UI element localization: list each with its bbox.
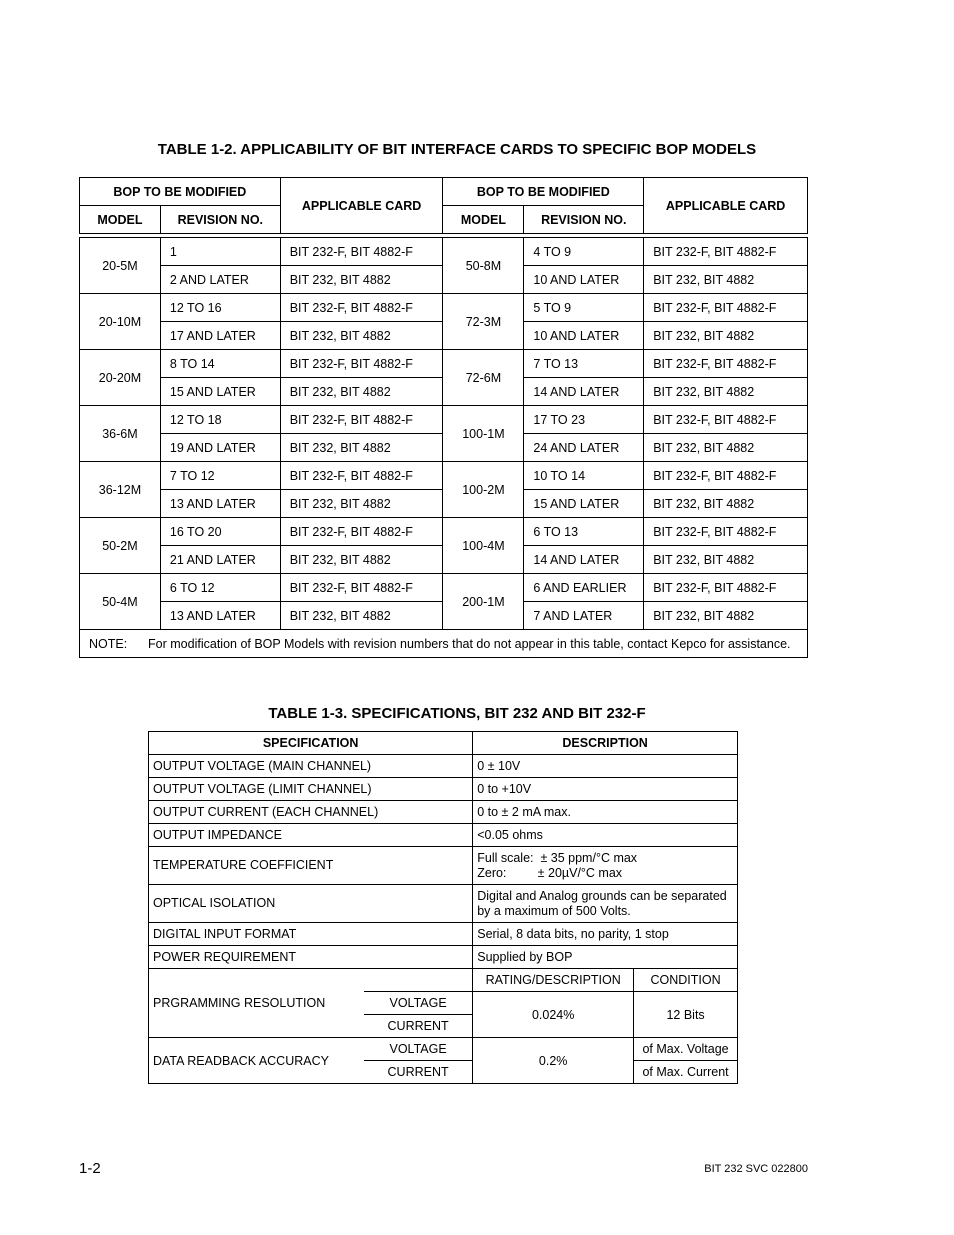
card-cell-right: BIT 232, BIT 4882 xyxy=(644,546,808,574)
header-specification: SPECIFICATION xyxy=(149,732,473,755)
spec-name: POWER REQUIREMENT xyxy=(149,946,473,969)
card-cell-right: BIT 232, BIT 4882 xyxy=(644,434,808,462)
revision-cell-left: 19 AND LATER xyxy=(160,434,280,462)
table-note xyxy=(80,630,808,658)
model-cell-left: 20-10M xyxy=(80,294,161,350)
table-row xyxy=(80,462,808,490)
card-cell-left: BIT 232, BIT 4882 xyxy=(280,266,443,294)
table-row xyxy=(80,406,808,434)
table-row xyxy=(80,518,808,546)
optical-line-1: Digital and Analog grounds can be separated xyxy=(477,888,727,903)
revision-cell-left: 16 TO 20 xyxy=(160,518,280,546)
header-bop-to-be-modified-left: BOP TO BE MODIFIED xyxy=(80,178,281,206)
programming-condition: 12 Bits xyxy=(634,992,738,1038)
revision-cell-right: 14 AND LATER xyxy=(524,546,644,574)
readback-rating: 0.2% xyxy=(473,1038,634,1084)
applicability-table-body xyxy=(80,238,808,630)
model-cell-left: 20-5M xyxy=(80,238,161,294)
revision-cell-left: 2 AND LATER xyxy=(160,266,280,294)
revision-cell-left: 12 TO 18 xyxy=(160,406,280,434)
card-cell-left: BIT 232-F, BIT 4882-F xyxy=(280,518,443,546)
spec-row xyxy=(149,801,738,824)
revision-cell-right: 14 AND LATER xyxy=(524,378,644,406)
specifications-table xyxy=(148,731,738,1084)
revision-cell-left: 13 AND LATER xyxy=(160,602,280,630)
card-cell-right: BIT 232, BIT 4882 xyxy=(644,490,808,518)
spec-row xyxy=(149,755,738,778)
revision-cell-left: 6 TO 12 xyxy=(160,574,280,602)
card-cell-right: BIT 232-F, BIT 4882-F xyxy=(644,518,808,546)
revision-cell-left: 21 AND LATER xyxy=(160,546,280,574)
card-cell-left: BIT 232, BIT 4882 xyxy=(280,490,443,518)
applicability-table xyxy=(79,177,808,658)
spec-row xyxy=(149,824,738,847)
spec-description xyxy=(473,847,738,885)
card-cell-right: BIT 232-F, BIT 4882-F xyxy=(644,462,808,490)
card-cell-left: BIT 232-F, BIT 4882-F xyxy=(280,462,443,490)
document-id: BIT 232 SVC 022800 xyxy=(704,1163,808,1175)
readback-current-label: CURRENT xyxy=(364,1061,473,1084)
revision-cell-right: 5 TO 9 xyxy=(524,294,644,322)
table-row xyxy=(80,350,808,378)
card-cell-right: BIT 232, BIT 4882 xyxy=(644,266,808,294)
card-cell-left: BIT 232-F, BIT 4882-F xyxy=(280,406,443,434)
model-cell-right: 50-8M xyxy=(443,238,524,294)
table-row xyxy=(80,238,808,266)
table-1-3-title: TABLE 1-3. SPECIFICATIONS, BIT 232 AND BIT 232-F xyxy=(268,705,646,722)
model-cell-right: 72-3M xyxy=(443,294,524,350)
programming-voltage-label: VOLTAGE xyxy=(364,992,473,1015)
revision-cell-right: 15 AND LATER xyxy=(524,490,644,518)
card-cell-left: BIT 232, BIT 4882 xyxy=(280,434,443,462)
programming-current-label: CURRENT xyxy=(364,1015,473,1038)
card-cell-left: BIT 232-F, BIT 4882-F xyxy=(280,294,443,322)
readback-condition-voltage: of Max. Voltage xyxy=(634,1038,738,1061)
revision-cell-left: 15 AND LATER xyxy=(160,378,280,406)
revision-cell-left: 8 TO 14 xyxy=(160,350,280,378)
card-cell-right: BIT 232, BIT 4882 xyxy=(644,602,808,630)
data-readback-accuracy-label: DATA READBACK ACCURACY xyxy=(149,1038,364,1084)
readback-voltage-label: VOLTAGE xyxy=(364,1038,473,1061)
header-bop-to-be-modified-right: BOP TO BE MODIFIED xyxy=(443,178,644,206)
table-row xyxy=(80,294,808,322)
model-cell-left: 36-12M xyxy=(80,462,161,518)
spec-row xyxy=(149,946,738,969)
spec-name: OUTPUT VOLTAGE (LIMIT CHANNEL) xyxy=(149,778,473,801)
programming-resolution-label: PRGRAMMING RESOLUTION xyxy=(149,969,364,1038)
spec-description: 0 to ± 2 mA max. xyxy=(473,801,738,824)
revision-cell-right: 6 AND EARLIER xyxy=(524,574,644,602)
revision-cell-right: 7 AND LATER xyxy=(524,602,644,630)
spec-name: OPTICAL ISOLATION xyxy=(149,885,473,923)
card-cell-right: BIT 232, BIT 4882 xyxy=(644,378,808,406)
model-cell-left: 20-20M xyxy=(80,350,161,406)
card-cell-left: BIT 232, BIT 4882 xyxy=(280,322,443,350)
model-cell-right: 200-1M xyxy=(443,574,524,630)
spec-name: OUTPUT CURRENT (EACH CHANNEL) xyxy=(149,801,473,824)
revision-cell-right: 10 TO 14 xyxy=(524,462,644,490)
revision-cell-right: 7 TO 13 xyxy=(524,350,644,378)
revision-cell-right: 4 TO 9 xyxy=(524,238,644,266)
model-cell-right: 100-4M xyxy=(443,518,524,574)
model-cell-right: 72-6M xyxy=(443,350,524,406)
table-row xyxy=(80,574,808,602)
empty-cell xyxy=(364,969,473,992)
revision-cell-right: 10 AND LATER xyxy=(524,322,644,350)
optical-line-2: by a maximum of 500 Volts. xyxy=(477,903,631,918)
revision-cell-right: 24 AND LATER xyxy=(524,434,644,462)
card-cell-left: BIT 232-F, BIT 4882-F xyxy=(280,350,443,378)
model-cell-right: 100-2M xyxy=(443,462,524,518)
revision-cell-right: 6 TO 13 xyxy=(524,518,644,546)
subheader-rating: RATING/DESCRIPTION xyxy=(473,969,634,992)
card-cell-left: BIT 232-F, BIT 4882-F xyxy=(280,238,443,266)
card-cell-left: BIT 232, BIT 4882 xyxy=(280,602,443,630)
spec-description: <0.05 ohms xyxy=(473,824,738,847)
spec-description: Serial, 8 data bits, no parity, 1 stop xyxy=(473,923,738,946)
card-cell-right: BIT 232-F, BIT 4882-F xyxy=(644,350,808,378)
revision-cell-right: 10 AND LATER xyxy=(524,266,644,294)
card-cell-right: BIT 232-F, BIT 4882-F xyxy=(644,294,808,322)
spec-name: OUTPUT IMPEDANCE xyxy=(149,824,473,847)
spec-name: TEMPERATURE COEFFICIENT xyxy=(149,847,473,885)
model-cell-left: 36-6M xyxy=(80,406,161,462)
spec-name: DIGITAL INPUT FORMAT xyxy=(149,923,473,946)
revision-cell-left: 1 xyxy=(160,238,280,266)
spec-row-optical xyxy=(149,885,738,923)
model-cell-right: 100-1M xyxy=(443,406,524,462)
card-cell-left: BIT 232-F, BIT 4882-F xyxy=(280,574,443,602)
card-cell-right: BIT 232-F, BIT 4882-F xyxy=(644,238,808,266)
header-model-right: MODEL xyxy=(443,206,524,234)
card-cell-right: BIT 232, BIT 4882 xyxy=(644,322,808,350)
spec-description: 0 to +10V xyxy=(473,778,738,801)
readback-condition-current: of Max. Current xyxy=(634,1061,738,1084)
card-cell-left: BIT 232, BIT 4882 xyxy=(280,378,443,406)
temp-line-2: Zero: ± 20µV/°C max xyxy=(477,865,623,880)
note-text: For modification of BOP Models with revision numbers that do not appear in this table, contact Kepco for assistance. xyxy=(148,636,791,651)
card-cell-right: BIT 232-F, BIT 4882-F xyxy=(644,406,808,434)
spec-name: OUTPUT VOLTAGE (MAIN CHANNEL) xyxy=(149,755,473,778)
spec-description: 0 ± 10V xyxy=(473,755,738,778)
model-cell-left: 50-4M xyxy=(80,574,161,630)
page-number: 1-2 xyxy=(79,1160,101,1177)
revision-cell-left: 17 AND LATER xyxy=(160,322,280,350)
header-applicable-card-right: APPLICABLE CARD xyxy=(644,178,808,234)
revision-cell-left: 7 TO 12 xyxy=(160,462,280,490)
spec-description: Supplied by BOP xyxy=(473,946,738,969)
header-revision-right: REVISION NO. xyxy=(524,206,644,234)
header-applicable-card-left: APPLICABLE CARD xyxy=(280,178,443,234)
revision-cell-right: 17 TO 23 xyxy=(524,406,644,434)
header-model-left: MODEL xyxy=(80,206,161,234)
spec-description xyxy=(473,885,738,923)
subheader-condition: CONDITION xyxy=(634,969,738,992)
card-cell-right: BIT 232-F, BIT 4882-F xyxy=(644,574,808,602)
spec-row xyxy=(149,778,738,801)
note-label: NOTE: xyxy=(89,636,128,651)
table-1-2-title: TABLE 1-2. APPLICABILITY OF BIT INTERFACE CARDS TO SPECIFIC BOP MODELS xyxy=(157,141,757,158)
revision-cell-left: 12 TO 16 xyxy=(160,294,280,322)
spec-row xyxy=(149,923,738,946)
header-revision-left: REVISION NO. xyxy=(160,206,280,234)
revision-cell-left: 13 AND LATER xyxy=(160,490,280,518)
card-cell-left: BIT 232, BIT 4882 xyxy=(280,546,443,574)
header-description: DESCRIPTION xyxy=(473,732,738,755)
programming-rating: 0.024% xyxy=(473,992,634,1038)
temp-line-1: Full scale: ± 35 ppm/°C max xyxy=(477,850,638,865)
model-cell-left: 50-2M xyxy=(80,518,161,574)
spec-row-temperature xyxy=(149,847,738,885)
